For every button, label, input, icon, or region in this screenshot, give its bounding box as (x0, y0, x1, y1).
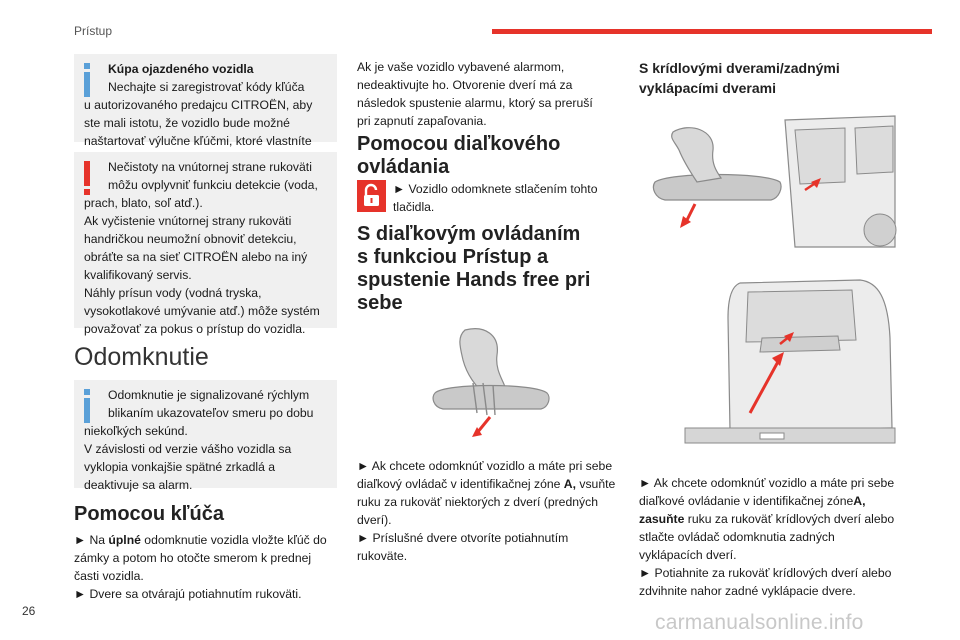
alarm-text: Ak je vaše vozidlo vybavené alarmom, nedeaktivujte ho. Otvorenie dverí má za následok spustenie alarmu, ktorý sa preruší pri zapnutí zapaľovania. (357, 60, 593, 128)
info-box-used-vehicle (74, 54, 337, 148)
info-icon (84, 63, 90, 97)
wing-step-2: ► Potiahnite za rukoväť krídlových dverí alebo zdvihnite nahor zadné vyklápacie dvere. (639, 566, 892, 598)
hands-step-2: ► Príslušné dvere otvoríte potiahnutím rukoväte. (357, 531, 569, 563)
unlock-info-first: Odomknutie je signalizované rýchlym blikaním ukazovateľov smeru po dobu (108, 388, 314, 420)
key-instructions (74, 531, 334, 603)
hands-step-1: ► Ak chcete odomknúť vozidlo a máte pri sebe diaľkový ovládač v identifikačnej zóne A, vsuňte ruku za rukoväť niektorých z dverí (predných dverí). (357, 459, 616, 527)
tailgate-figure (680, 278, 900, 463)
info-box-unlock (74, 380, 337, 492)
key-step-1: ► Na úplné odomknutie vozidla vložte kľúč do zámky a potom ho otočte smerom k prednej časti vozidla. (74, 533, 327, 583)
heading-key: Pomocou kľúča (74, 503, 224, 525)
hands-free-instructions (357, 457, 617, 565)
info-box-title: Kúpa ojazdeného vozidla (108, 62, 254, 76)
warning-text-rest3: Náhly prísun vody (vodná tryska, vysokotlakové umývanie atď.) môže systém považovať za pokus o prístup do vozidla. (84, 286, 320, 336)
wing-step-1: ► Ak chcete odomknúť vozidlo a máte pri sebe diaľkové ovládanie v identifikačnej zóneA, zasuňte ruku za rukoväť krídlových dverí alebo stlačte ovládač odomknutia zadných vyklápacích dverí. (639, 476, 895, 562)
heading-unlock: Odomknutie (74, 343, 209, 371)
unlock-icon (357, 180, 386, 212)
heading-remote: Pomocou diaľkového ovládania (357, 133, 561, 178)
wing-door-figure (645, 112, 900, 252)
info-icon (84, 389, 90, 423)
warning-text-rest1: prach, blato, soľ atď.). (84, 196, 203, 210)
key-step-2: ► Dvere sa otvárajú potiahnutím rukoväti. (74, 587, 302, 601)
header-accent-bar (492, 29, 932, 34)
hand-handle-figure (425, 325, 555, 445)
heading-hands-free: S diaľkovým ovládaním s funkciou Prístup a spustenie Hands free pri sebe (357, 223, 591, 314)
unlock-info-rest1: niekoľkých sekúnd. (84, 424, 188, 438)
warning-icon (84, 161, 90, 195)
header-section-label: Prístup (74, 24, 113, 38)
page-number: 26 (22, 604, 36, 618)
warning-text-rest2: Ak vyčistenie vnútornej strany rukoväti handričkou neumožní obnoviť detekciu, obráťte sa na sieť CITROËN alebo na iný kvalifikovaný servis. (84, 214, 308, 282)
remote-text: ► Vozidlo odomknete stlačením tohto tlačidla. (393, 182, 598, 214)
wing-door-instructions (639, 474, 901, 600)
warning-text-first: Nečistoty na vnútornej strane rukoväti môžu ovplyvniť funkciu detekcie (voda, (108, 160, 318, 192)
heading-wing-doors: S krídlovými dverami/zadnými vyklápacími dverami (639, 60, 840, 96)
unlock-info-rest2: V závislosti od verzie vášho vozidla sa vyklopia vonkajšie spätné zrkadlá a deaktivuje sa alarm. (84, 442, 292, 492)
info-box-text-first: Nechajte si zaregistrovať kódy kľúča (108, 80, 305, 94)
info-box-text-rest: u autorizovaného predajcu CITROËN, aby ste mali istotu, že vozidlo bude možné naštartovať výlučne kľúčmi, ktoré vlastníte (84, 98, 313, 148)
warning-box-dirt (74, 152, 337, 336)
watermark: carmanualsonline.info (655, 611, 864, 634)
